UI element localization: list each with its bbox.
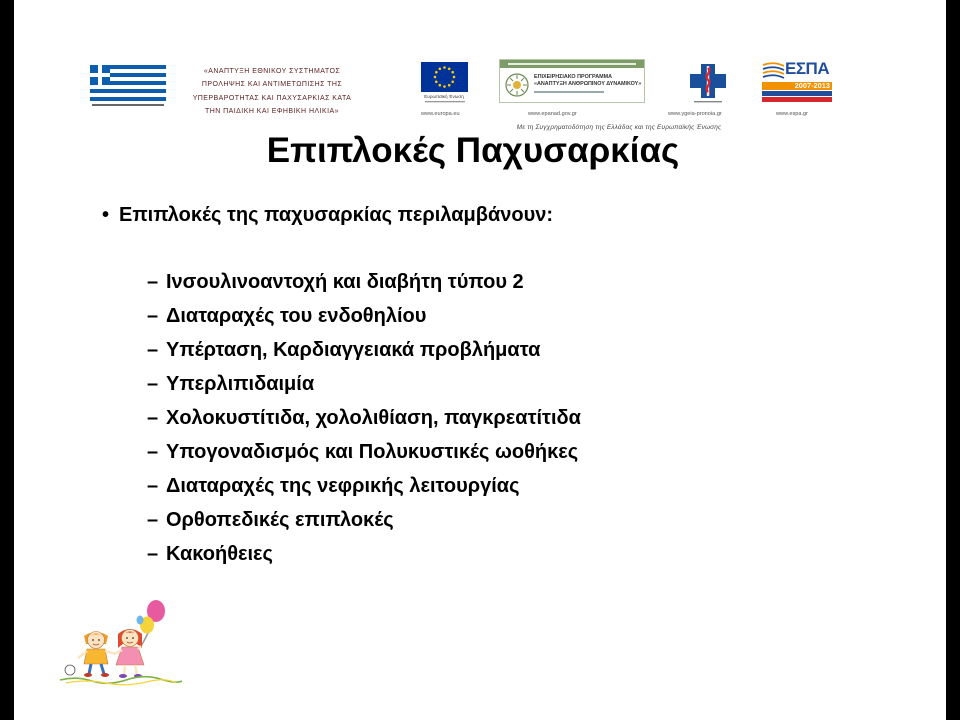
dash-marker: – [147, 339, 159, 361]
dash-marker: – [147, 543, 159, 565]
epanad-url: www.epanad.gov.gr [528, 111, 577, 117]
list-item-text: Ινσουλινοαντοχή και διαβήτη τύπου 2 [166, 271, 524, 293]
espa-red-band [762, 97, 832, 102]
list-item-text: Χολοκυστίτιδα, χολολιθίαση, παγκρεατίτιδα [166, 407, 581, 429]
list-item [0, 367, 946, 401]
list-item-text: Υπερλιπιδαιμία [166, 373, 315, 395]
list-item [0, 401, 946, 435]
cofunding-statement: Με τη Συγχρηματοδότηση της Ελλάδας και της Ευρωπαϊκής Ένωσης [516, 124, 722, 131]
list-item-text: Κακοήθειες [166, 543, 273, 565]
espa-swoosh-icon [762, 61, 786, 82]
bullet-marker: • [102, 204, 110, 226]
dash-marker: – [147, 305, 159, 327]
letterbox-right [946, 0, 960, 720]
ministry-url: www.ygeia-pronoia.gr [668, 111, 722, 117]
list-item-text: Ορθοπεδικές επιπλοκές [166, 509, 394, 531]
list-item [0, 435, 946, 469]
dash-marker: – [147, 509, 159, 531]
list-item [0, 333, 946, 367]
eu-flag-icon [419, 61, 471, 107]
project-title [172, 65, 372, 119]
epanad-emblem-icon [505, 73, 529, 97]
children-with-balloons-icon [56, 598, 186, 686]
list-item-text: Διαταραχές της νεφρικής λειτουργίας [166, 475, 520, 497]
espa-years: 2007-2013 [794, 81, 830, 90]
dash-marker: – [147, 373, 159, 395]
espa-logo [762, 61, 832, 104]
espa-wordmark: ΕΣΠΑ [785, 59, 830, 78]
project-title-line: ΠΡΟΛΗΨΗΣ ΚΑΙ ΑΝΤΙΜΕΤΩΠΙΣΗΣ ΤΗΣ [201, 81, 343, 89]
complications-list [0, 265, 946, 571]
eu-url: www.europa.eu [421, 111, 460, 117]
dash-marker: – [147, 407, 159, 429]
epanad-top-band [500, 60, 644, 68]
slide-title: Επιπλοκές Παχυσαρκίας [266, 131, 680, 170]
dash-marker: – [147, 441, 159, 463]
list-item [0, 503, 946, 537]
list-item-text: Υπογοναδισμός και Πολυκυστικές ωοθήκες [166, 441, 579, 463]
list-item [0, 299, 946, 333]
project-title-line: ΤΗΝ ΠΑΙΔΙΚΗ ΚΑΙ ΕΦΗΒΙΚΗ ΗΛΙΚΙΑ» [205, 108, 339, 116]
eu-caption: Ευρωπαϊκή Ένωση [424, 94, 464, 99]
list-item-text: Υπέρταση, Καρδιαγγειακά προβλήματα [166, 339, 541, 361]
project-title-line: ΥΠΕΡΒΑΡΟΤΗΤΑΣ ΚΑΙ ΠΑΧΥΣΑΡΚΙΑΣ ΚΑΤΑ [192, 94, 352, 102]
list-item [0, 537, 946, 571]
project-title-line: «ΑΝΑΠΤΥΞΗ ΕΘΝΙΚΟΥ ΣΥΣΤΗΜΑΤΟΣ [203, 68, 341, 75]
bullet-text: Επιπλοκές της παχυσαρκίας περιλαμβάνουν: [119, 204, 554, 226]
dash-marker: – [147, 475, 159, 497]
dash-marker: – [147, 271, 159, 293]
health-ministry-icon [688, 62, 728, 104]
list-item [0, 469, 946, 503]
epanad-logo [499, 59, 645, 103]
epanad-program-name: «ΑΝΑΠΤΥΞΗ ΑΝΘΡΩΠΙΝΟΥ ΔΥΝΑΜΙΚΟΥ» [534, 81, 642, 87]
list-item [0, 265, 946, 299]
espa-blue-band [762, 91, 832, 96]
epanad-program-label: ΕΠΙΧΕΙΡΗΣΙΑΚΟ ΠΡΟΓΡΑΜΜΑ [534, 74, 613, 80]
list-item-text: Διαταραχές του ενδοθηλίου [166, 305, 427, 327]
greek-flag-icon [90, 65, 166, 107]
main-bullet [0, 198, 946, 232]
espa-url: www.espa.gr [776, 111, 809, 117]
